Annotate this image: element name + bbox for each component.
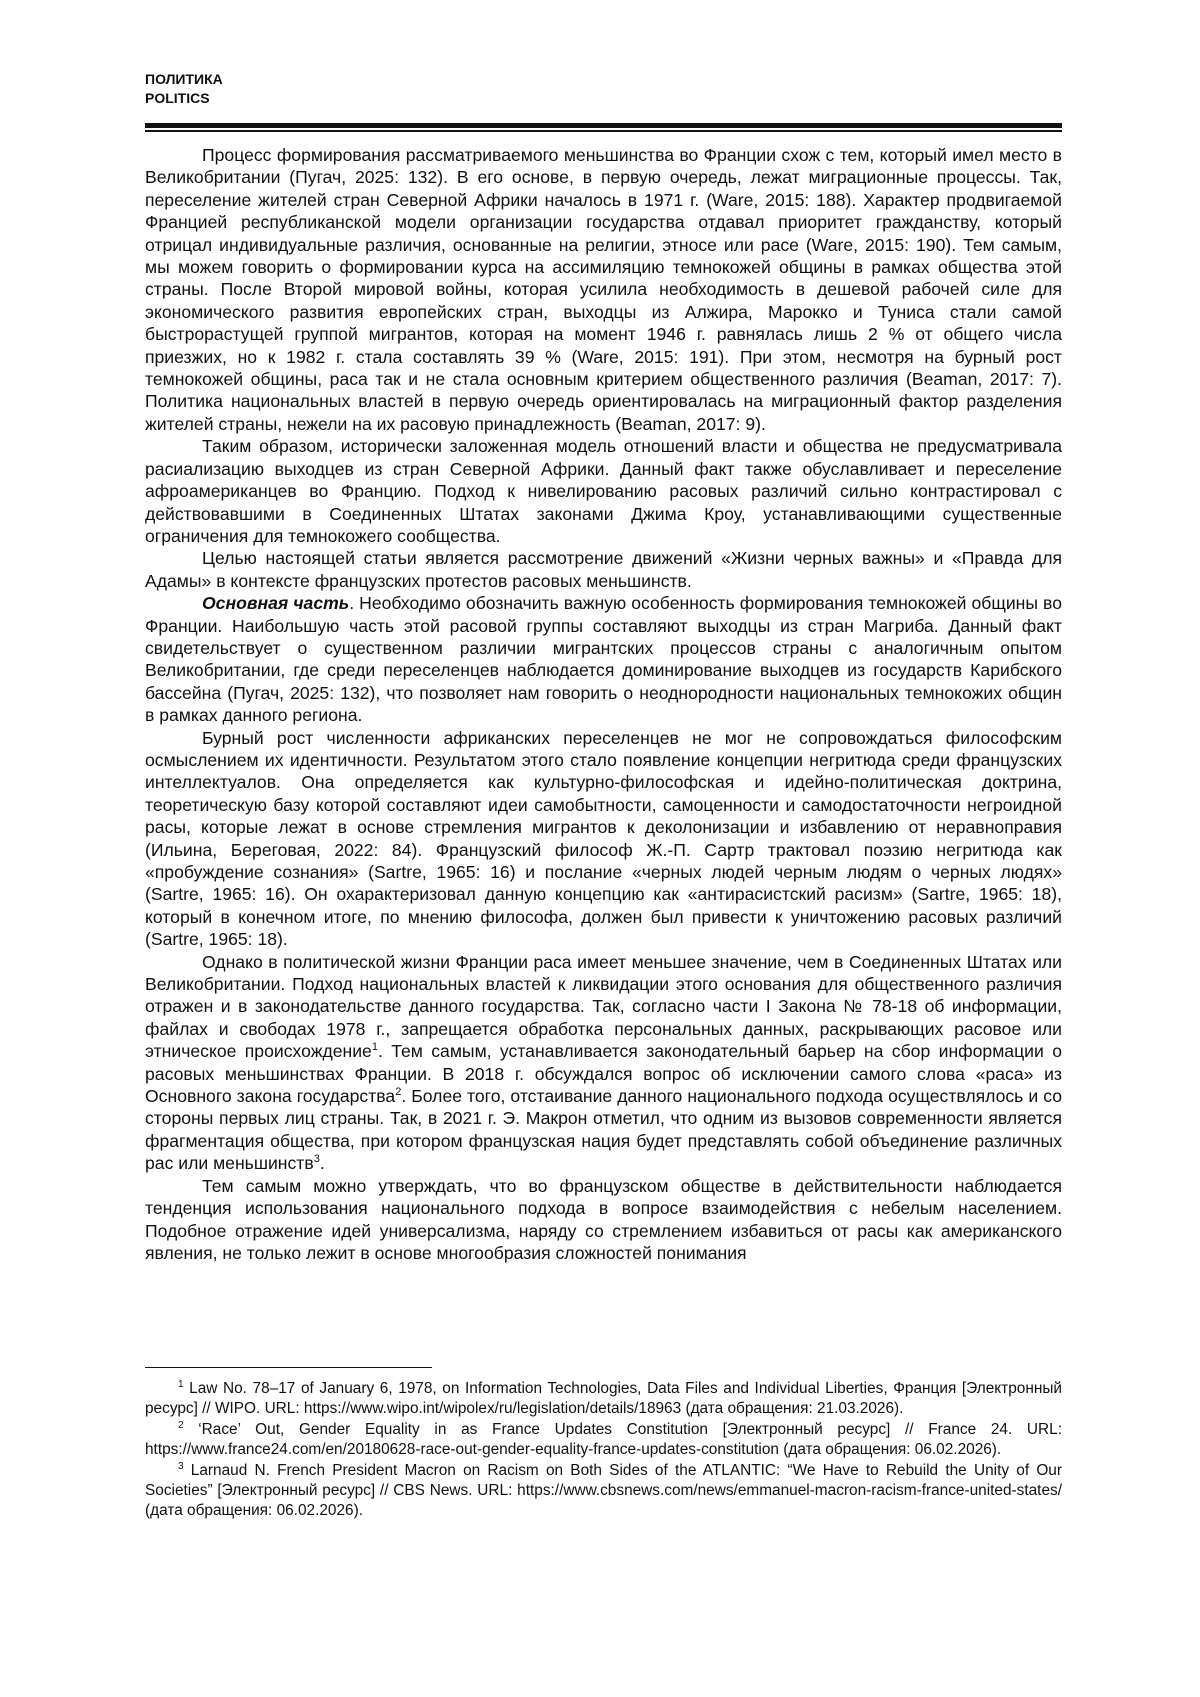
paragraph-3: Целью настоящей статьи является рассмотрение движений «Жизни черных важны» и «Правда для Адамы» в контексте французских протестов расовых меньшинств. bbox=[145, 548, 1062, 591]
footnote-ref-1[interactable]: 1 bbox=[371, 1041, 378, 1054]
header-rule-thin bbox=[145, 130, 1062, 132]
footnote-3 bbox=[145, 1461, 1062, 1522]
section-title-en: POLITICS bbox=[145, 90, 210, 106]
header-rule-thick bbox=[145, 123, 1062, 128]
footnote-number: 2 bbox=[178, 1419, 184, 1431]
footnote-number: 1 bbox=[178, 1378, 184, 1390]
article-body bbox=[145, 144, 1062, 1264]
paragraph-4-text: . Необходимо обозначить важную особенность формирования темнокожей общины во Франции. Наибольшую часть этой расовой группы составляют выходцы из стран Магриба. Данный факт свидетельствует о существенном различии мигрантских процессов страны с аналогичным опытом Великобритании, где среди переселенцев наблюдается доминирование выходцев из государств Карибского бассейна (Пугач, 2025: 132), что позволяет нам говорить о неоднородности национальных темнокожих общин в рамках данного региона. bbox=[145, 593, 1062, 726]
footnote-2 bbox=[145, 1420, 1062, 1461]
paragraph-6-part-a: Однако в политической жизни Франции раса имеет меньшее значение, чем в Соединенных Штатах или Великобритании. Подход национальных властей к ликвидации этого основания для общественного различия отражен и в законодательстве данного государства. Так, согласно части I Закона № 78-18 об информации, файлах и свободах 1978 г., запрещается обработка персональных данных, раскрывающих расовое или этническое происхождение bbox=[145, 951, 1062, 1062]
paragraph-6-end: . bbox=[319, 1153, 325, 1174]
section-title-ru: ПОЛИТИКА bbox=[145, 71, 223, 87]
footnote-separator bbox=[145, 1367, 432, 1368]
paragraph-4 bbox=[145, 592, 1062, 726]
footnote-text: Law No. 78–17 of January 6, 1978, on Information Technologies, Data Files and Individual Liberties, Франция [Электронный ресурс] // WIPO. URL: https://www.wipo.int/wipolex/ru/legislation/details/18963 (дата обращения: 21.03.2026). bbox=[145, 1380, 1063, 1418]
footnote-1 bbox=[145, 1379, 1062, 1420]
paragraph-5: Бурный рост численности африканских переселенцев не мог не сопровождаться философским осмыслением их идентичности. Результатом этого стало появление концепции негритюда среди французских интеллектуалов. Она определяется как культурно-философская и идейно-политическая доктрина, теоретическую базу которой составляют идеи самобытности, самоценности и самодостаточности негроидной расы, которые лежат в основе стремления мигрантов к деколонизации и избавлению от неравноправия (Ильина, Береговая, 2022: 84). Французский философ Ж.-П. Сартр трактовал поэзию негритюда как «пробуждение сознания» (Sartre, 1965: 16) и послание «черных людей черным людям о черных людях» (Sartre, 1965: 16). Он охарактеризовал данную концепцию как «антирасистский расизм» (Sartre, 1965: 18), который в конечном итоге, по мнению философа, должен был привести к уничтожению расовых различий (Sartre, 1965: 18). bbox=[145, 727, 1062, 950]
footnotes bbox=[145, 1379, 1062, 1522]
paragraph-6 bbox=[145, 951, 1062, 1175]
section-lead-main-part: Основная часть bbox=[202, 593, 350, 614]
running-header bbox=[145, 70, 223, 108]
paragraph-6-part-c: . Более того, отстаивание данного национального подхода осуществлялось и со стороны первых лиц страны. Так, в 2021 г. Э. Макрон отметил, что одним из вызовов современности является фрагментация общества, при котором французская нация будет представлять собой объединение различных рас или меньшинств bbox=[145, 1086, 1062, 1174]
footnote-ref-2[interactable]: 2 bbox=[395, 1086, 402, 1099]
footnote-number: 3 bbox=[178, 1460, 184, 1472]
footnote-text: ‘Race’ Out, Gender Equality in as France Updates Constitution [Электронный ресурс] // France 24. URL: https://www.france24.com/en/20180628-race-out-gender-equality-france-updates-constitution (дата обращения: 06.02.2026). bbox=[145, 1420, 1063, 1459]
paragraph-2: Таким образом, исторически заложенная модель отношений власти и общества не предусматривала расиализацию выходцев из стран Северной Африки. Данный факт также обуславливает и переселение афроамериканцев во Францию. Подход к нивелированию расовых различий сильно контрастировал с действовавшими в Соединенных Штатах законами Джима Кроу, устанавливающими существенные ограничения для темнокожего сообщества. bbox=[145, 436, 1062, 546]
paragraph-7: Тем самым можно утверждать, что во французском обществе в действительности наблюдается тенденция использования национального подхода в вопросе взаимодействия с небелым населением. Подобное отражение идей универсализма, наряду со стремлением избавиться от расы как американского явления, не только лежит в основе многообразия сложностей понимания bbox=[145, 1175, 1062, 1263]
footnote-ref-3[interactable]: 3 bbox=[313, 1153, 320, 1166]
footnote-text: Larnaud N. French President Macron on Racism on Both Sides of the ATLANTIC: “We Have to Rebuild the Unity of Our Societies” [Электронный ресурс] // CBS News. URL: https://www.cbsnews.com/news/emmanuel-macron-racism-france-united-states/ (дата обращения: 06.02.2026). bbox=[145, 1461, 1062, 1520]
paragraph-1: Процесс формирования рассматриваемого меньшинства во Франции схож с тем, который имел место в Великобритании (Пугач, 2025: 132). В его основе, в первую очередь, лежат миграционные процессы. Так, переселение жителей стран Северной Африки началось в 1971 г. (Ware, 2015: 188). Характер продвигаемой Францией республиканской модели организации государства отдавал приоритет гражданству, который отрицал индивидуальные различия, основанные на религии, этносе или расе (Ware, 2015: 190). Тем самым, мы можем говорить о формировании курса на ассимиляцию темнокожей общины в рамках общества этой страны. После Второй мировой войны, которая усилила необходимость в дешевой рабочей силе для экономического развития европейских стран, выходцы из Алжира, Марокко и Туниса стали самой быстрорастущей группой мигрантов, которая на момент 1946 г. равнялась лишь 2 % от общего числа приезжих, но к 1982 г. стала составлять 39 % (Ware, 2015: 191). При этом, несмотря на бурный рост темнокожей общины, раса так и не стала основным критерием общественного различия (Beaman, 2017: 7). Политика национальных властей в первую очередь ориентировалась на миграционный фактор разделения жителей страны, нежели на их расовую принадлежность (Beaman, 2017: 9). bbox=[145, 145, 1062, 434]
paragraph-6-part-b: . Тем самым, устанавливается законодательный барьер на сбор информации о расовых меньшинствах Франции. В 2018 г. обсуждался вопрос об исключении самого слова «раса» из Основного закона государства bbox=[145, 1041, 1062, 1107]
